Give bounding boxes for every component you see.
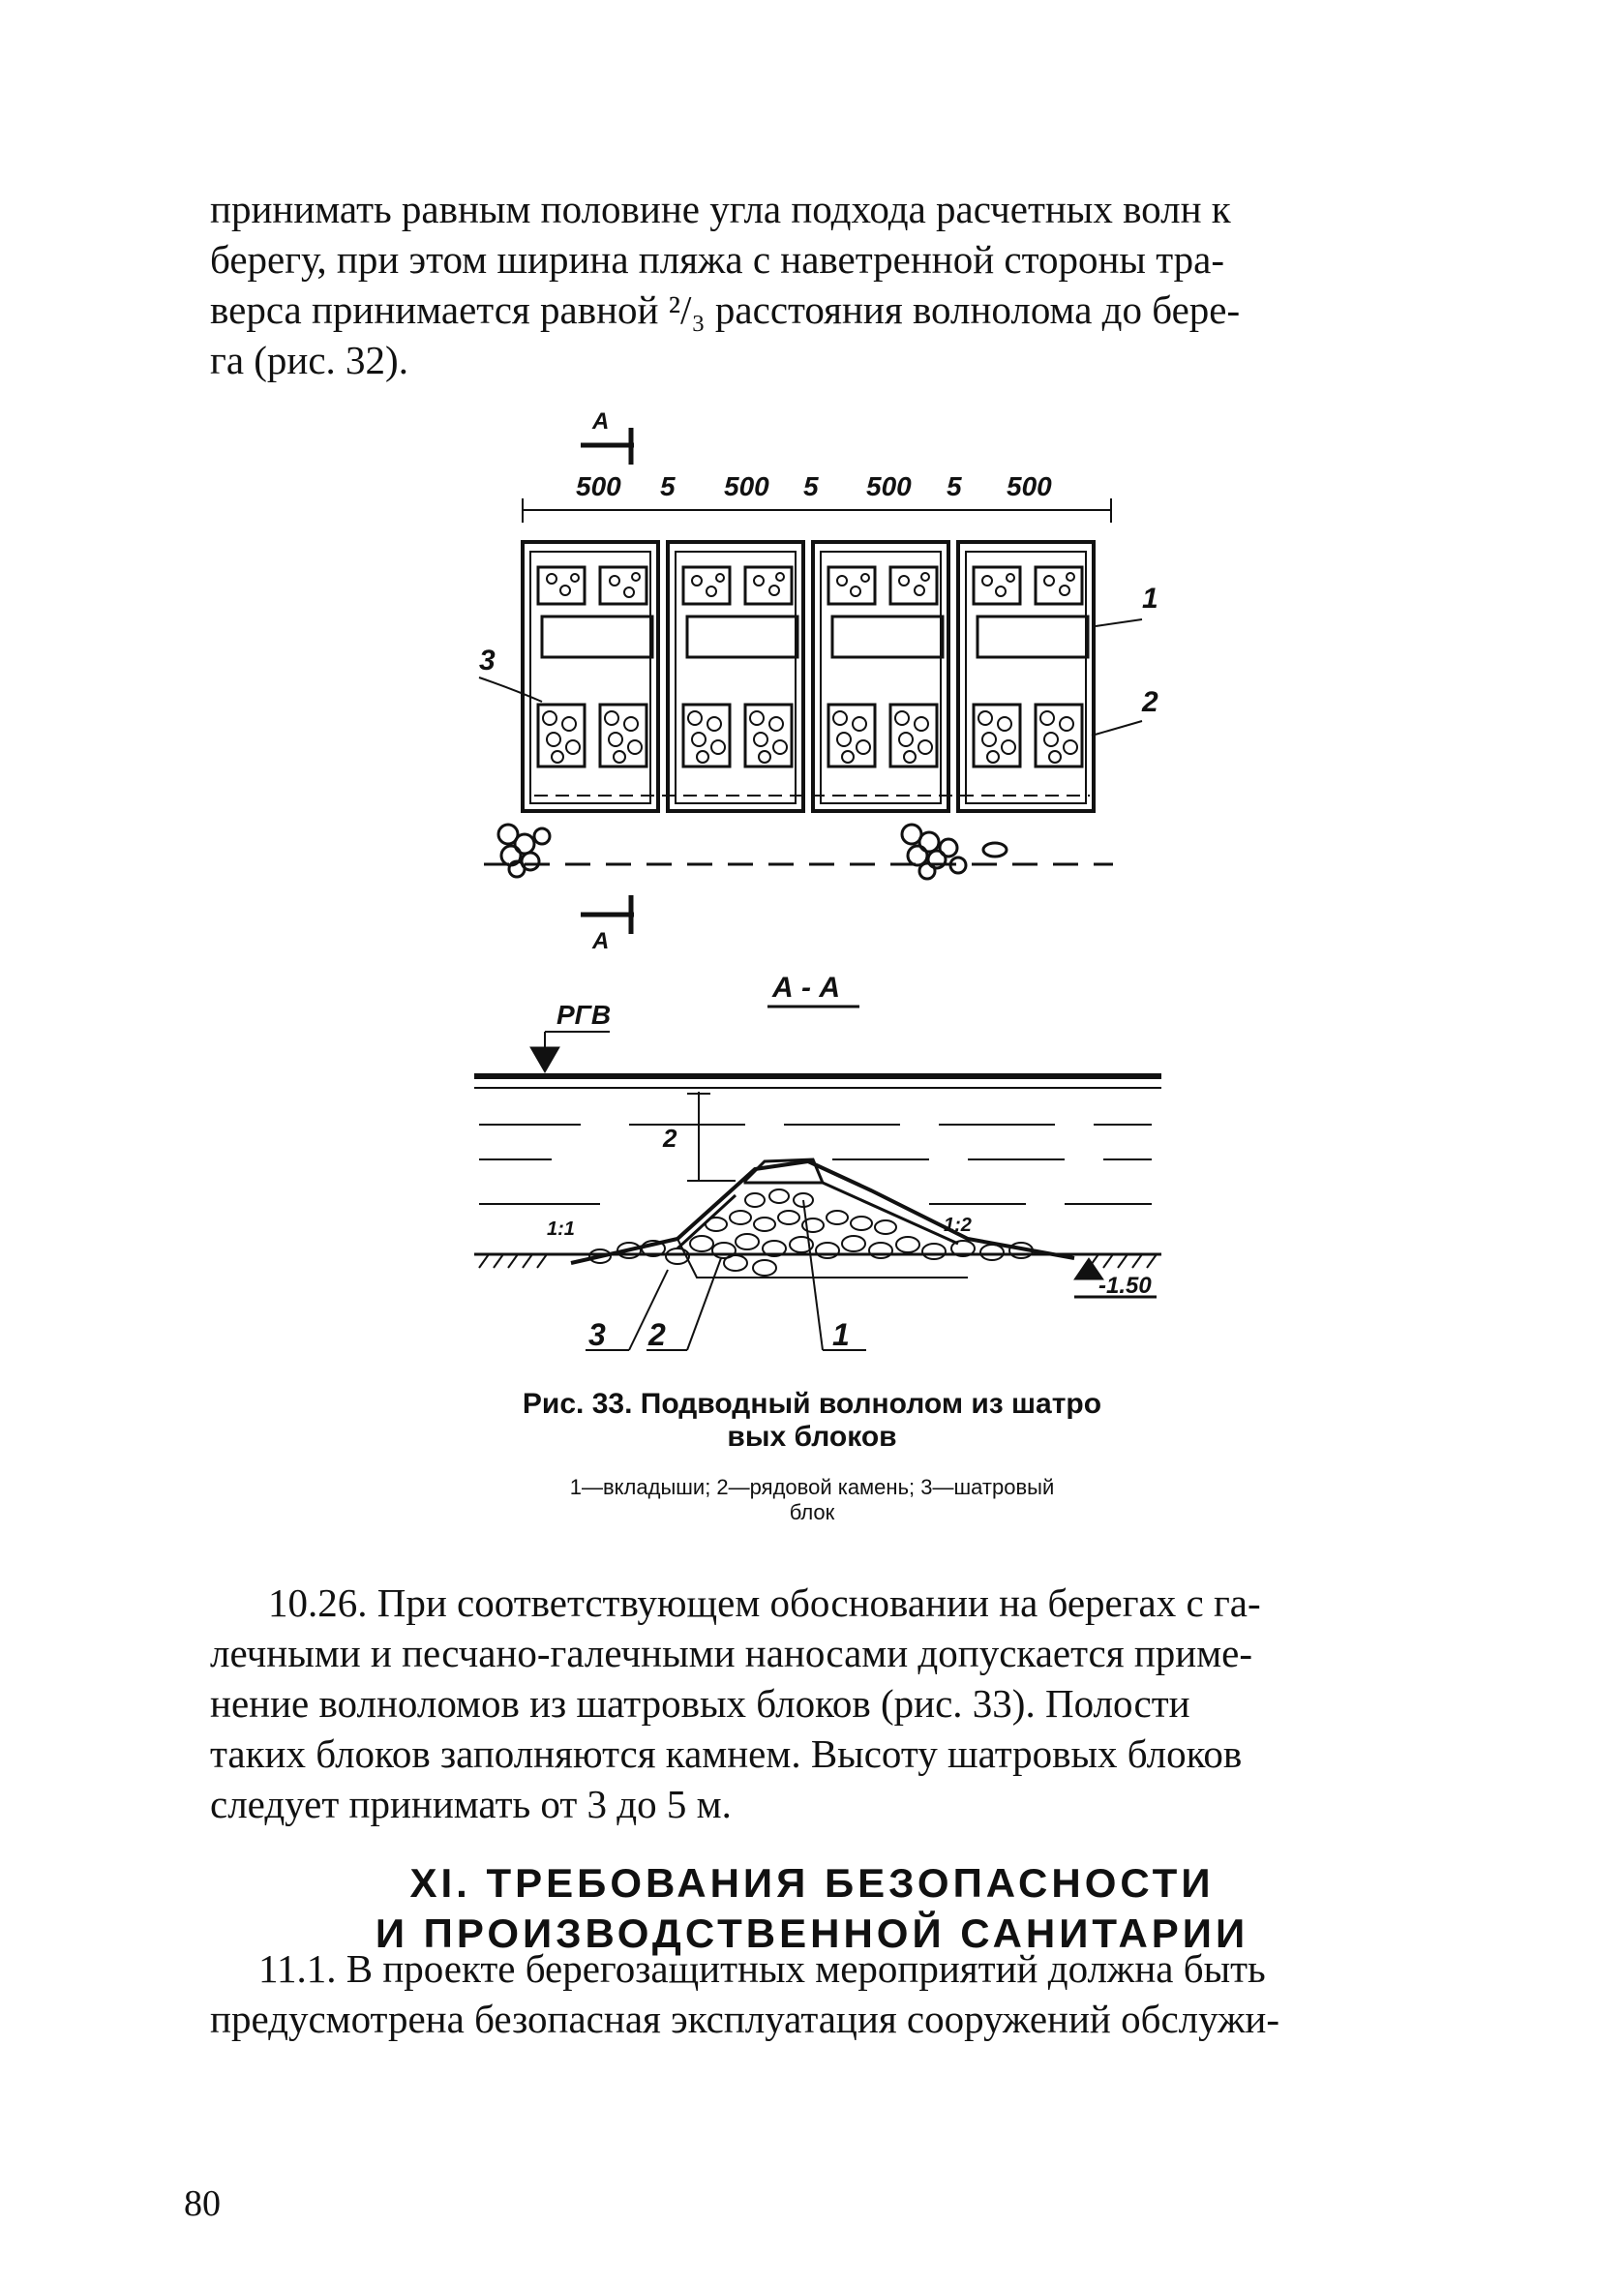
- caption-title-line: Рис. 33. Подводный волнолом из шатро: [522, 1388, 1102, 1420]
- slope-right-label: 1:2: [944, 1215, 972, 1236]
- heading-line: И ПРОИЗВОДСТВЕННОЙ САНИТАРИИ: [375, 1910, 1249, 1956]
- dimension-label: 5: [660, 471, 676, 501]
- dimension-label: 5: [803, 471, 819, 501]
- depth-label: 2: [663, 1124, 677, 1153]
- bottom-elevation-mark: -1.50: [1098, 1273, 1152, 1299]
- section-callout-1: 1: [832, 1317, 850, 1352]
- dimension-label: 500: [866, 471, 912, 501]
- paragraph-10-26: [210, 1578, 1468, 1829]
- text-line: 11.1. В проекте берегозащитных мероприятий должна быть: [258, 1946, 1266, 1991]
- page-number: 80: [184, 2183, 221, 2224]
- text-line: принимать равным половине угла подхода расчетных волн к: [210, 187, 1231, 231]
- text-line: нение волноломов из шатровых блоков (рис. 33). Полости: [210, 1681, 1190, 1726]
- legend-line: блок: [789, 1500, 835, 1524]
- caption-title-line: вых блоков: [727, 1421, 897, 1453]
- section-title: А - А: [772, 972, 840, 1004]
- callout-2: 2: [1142, 686, 1158, 718]
- text-line: следует принимать от 3 до 5 м.: [210, 1782, 732, 1826]
- text-line: 10.26. При соответствующем обосновании на берегах с га-: [268, 1580, 1261, 1625]
- section-marker-bottom: А: [592, 928, 610, 954]
- plan-view: [479, 408, 1158, 954]
- paragraph-11-1: [210, 1943, 1468, 2044]
- callout-3: 3: [479, 645, 496, 677]
- slope-left-label: 1:1: [547, 1218, 575, 1240]
- dimension-label: 500: [1007, 471, 1052, 501]
- text-line: предусмотрена безопасная эксплуатация сооружений обслужи-: [210, 1997, 1279, 2041]
- text-line: лечными и песчано-галечными наносами допускается приме-: [210, 1631, 1253, 1675]
- text-line: берегу, при этом ширина пляжа с наветренной стороны тра-: [210, 237, 1225, 282]
- text-line: верса принимается равной ²/₃ расстояния волнолома до бере-: [210, 287, 1241, 332]
- text-line: таких блоков заполняются камнем. Высоту шатровых блоков: [210, 1731, 1243, 1776]
- dimension-label: 5: [947, 471, 962, 501]
- text-line: га (рис. 32).: [210, 338, 408, 382]
- figure-legend: [0, 1475, 1624, 1525]
- section-callout-3: 3: [588, 1317, 606, 1352]
- section-marker-top: А: [592, 408, 610, 435]
- heading-line: XI. ТРЕБОВАНИЯ БЕЗОПАСНОСТИ: [409, 1860, 1215, 1906]
- legend-line: 1—вкладыши; 2—рядовой камень; 3—шатровый: [569, 1475, 1055, 1499]
- section-view: [474, 972, 1161, 1352]
- water-level-label: РГВ: [556, 1000, 612, 1030]
- section-callout-2: 2: [648, 1317, 666, 1352]
- dimension-label: 500: [576, 471, 621, 501]
- dimension-label: 500: [724, 471, 769, 501]
- figure-caption: [0, 1388, 1624, 1454]
- callout-1: 1: [1142, 583, 1158, 615]
